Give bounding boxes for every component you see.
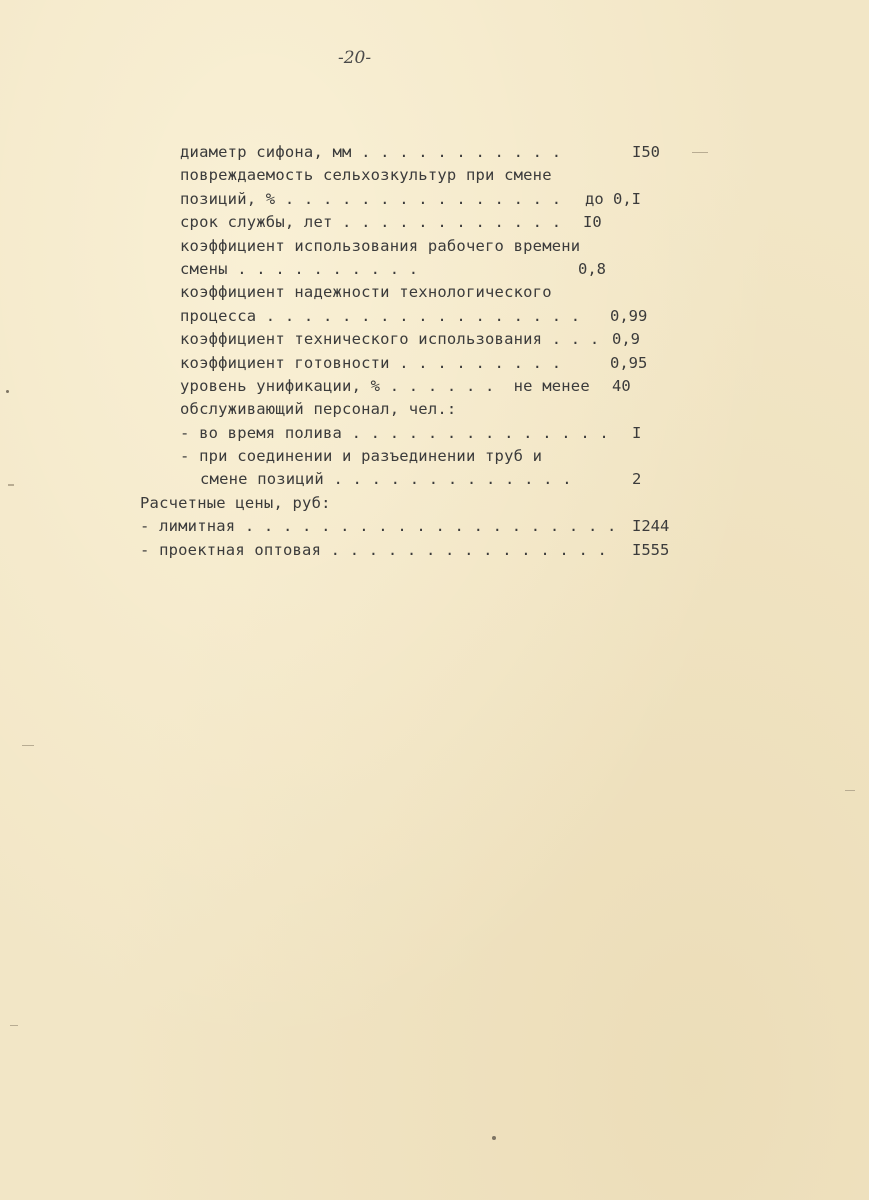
row-label: уровень унификации, % . . . . . . не менее	[180, 377, 590, 395]
margin-mark	[692, 152, 708, 153]
row-value: I	[632, 424, 642, 442]
paper-speck	[492, 1136, 496, 1140]
row-label: - во время полива . . . . . . . . . . . . . .	[180, 424, 609, 442]
row-label: коэффициент надежности технологического	[180, 283, 552, 301]
row-label: повреждаемость сельхозкультур при смене	[180, 166, 552, 184]
margin-mark	[10, 1025, 18, 1026]
page-number: -20-	[338, 48, 372, 68]
row-label: коэффициент готовности . . . . . . . . .	[180, 354, 562, 372]
row-value: 0,99	[610, 307, 648, 325]
row-label: коэффициент использования рабочего времени	[180, 237, 581, 255]
row-label: - при соединении и разъединении труб и	[180, 447, 543, 465]
row-label: - лимитная . . . . . . . . . . . . . . . . . . . .	[140, 517, 617, 535]
row-value: 0,95	[610, 354, 648, 372]
row-label: смены . . . . . . . . . .	[180, 260, 419, 278]
row-value: 0,8	[578, 260, 606, 278]
margin-mark	[8, 484, 14, 486]
row-value: 40	[612, 377, 631, 395]
row-label: Расчетные цены, руб:	[140, 494, 331, 512]
paper-speck	[6, 390, 9, 393]
margin-mark	[22, 745, 34, 746]
row-label: коэффициент технического использования . . .	[180, 330, 600, 348]
row-label: срок службы, лет . . . . . . . . . . . .	[180, 213, 562, 231]
row-label: - проектная оптовая . . . . . . . . . . . . . . .	[140, 541, 608, 559]
row-value: I244	[632, 517, 670, 535]
row-value: I0	[583, 213, 602, 231]
row-value: 0,9	[612, 330, 640, 348]
row-value: I555	[632, 541, 670, 559]
margin-mark	[845, 790, 855, 791]
row-label: позиций, % . . . . . . . . . . . . . . .	[180, 190, 562, 208]
row-label: обслуживающий персонал, чел.:	[180, 400, 457, 418]
row-label: диаметр сифона, мм . . . . . . . . . . .	[180, 143, 562, 161]
row-value: 2	[632, 470, 642, 488]
row-value: I50	[632, 143, 660, 161]
row-label: процесса . . . . . . . . . . . . . . . . .	[180, 307, 581, 325]
row-label: смене позиций . . . . . . . . . . . . .	[200, 470, 572, 488]
row-value: до 0,I	[585, 190, 641, 208]
